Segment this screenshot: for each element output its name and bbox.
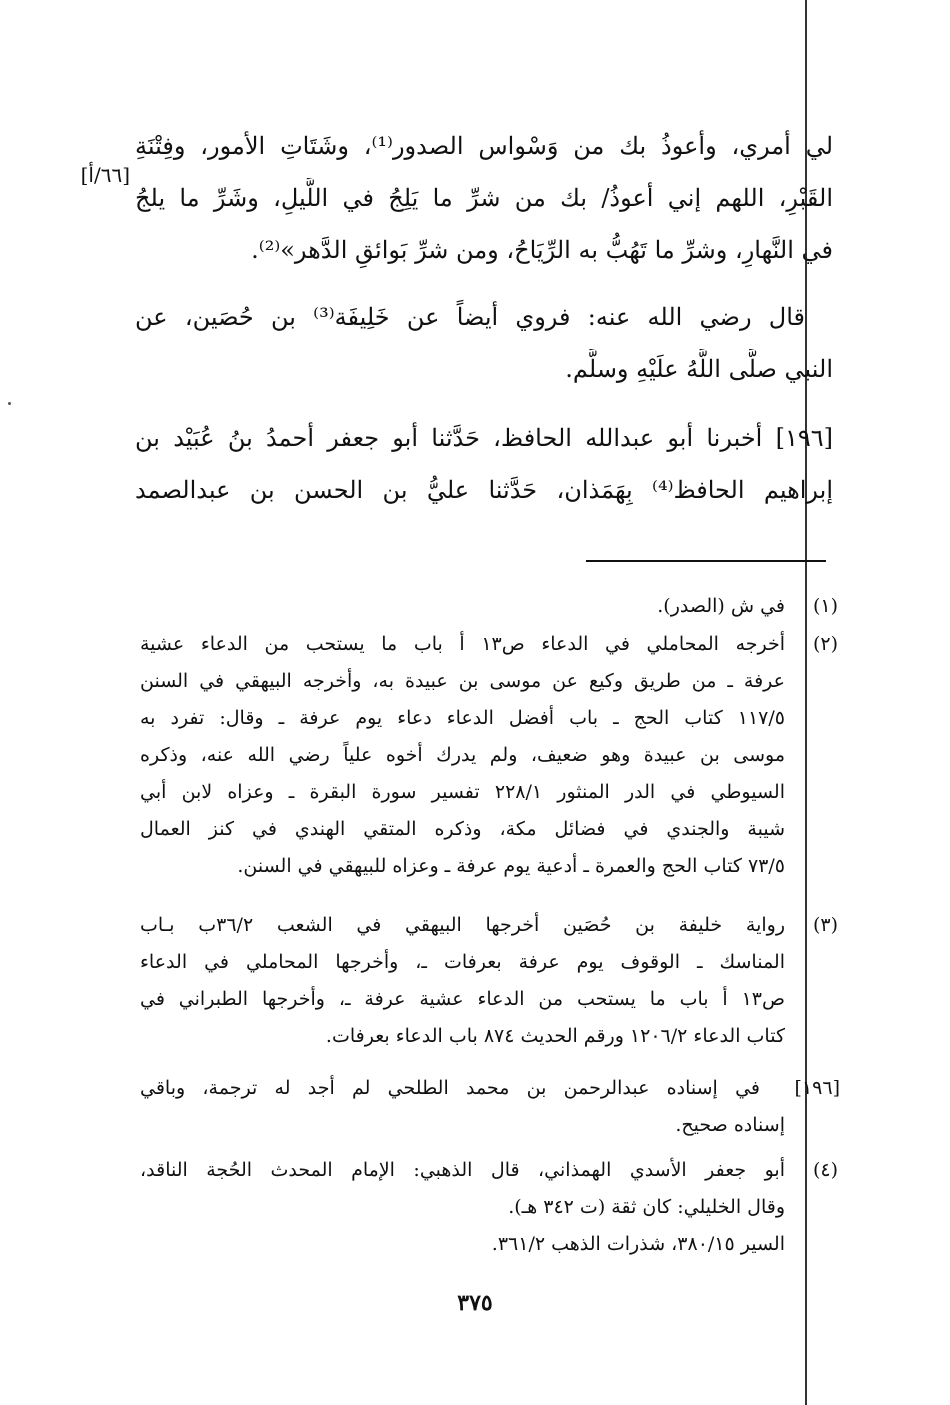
footnote-2-line-3: ١١٧/٥ كتاب الحج ـ باب أفضل الدعاء دعاء يوم عرفة ـ وقال: تفرد به	[140, 707, 785, 729]
footnote-3-line-3: ص١٣ أ باب ما يستحب من الدعاء عشية عرفة ـ، وأخرجها الطبراني في	[140, 988, 785, 1010]
footnote-number-4: (٤)	[812, 1159, 838, 1181]
footnote-3-line-1: رواية خليفة بن حُصَين أخرجها البيهقي في الشعب ٣٦/٢ب بـاب	[140, 914, 785, 936]
footnote-number-2: (٢)	[812, 633, 838, 655]
footnote-4-line-3: السير ٣٨٠/١٥، شذرات الذهب ٣٦١/٢.	[491, 1233, 785, 1255]
main-line-1: لي أمري، وأعوذُ بك من وَسْواس الصدور⁽¹⁾، وشَتَاتِ الأمور، وفِتْنَةِ	[135, 132, 833, 160]
footnote-number-3: (٣)	[812, 914, 838, 936]
main-line-3: في النَّهارِ، وشرِّ ما تَهُبُّ به الرِّيَاحُ، ومن شرِّ بَوائقِ الدَّهر»⁽²⁾.	[251, 236, 833, 264]
page-number: ٣٧٥	[457, 1290, 493, 1316]
para2-line-1: قال رضي الله عنه: فروي أيضاً عن خَلِيفَة⁽³⁾ بن حُصَين، عن	[135, 303, 805, 331]
footnote-4-line-2: وقال الخليلي: كان ثقة (ت ٣٤٢ هـ).	[508, 1196, 785, 1218]
footnote-196-line-1: في إسناده عبدالرحمن بن محمد الطلحي لم أجد له ترجمة، وباقي	[140, 1077, 760, 1099]
para3-line-1: [١٩٦] أخبرنا أبو عبدالله الحافظ، حَدَّثنا أبو جعفر أحمدُ بنُ عُبَيْد بن	[135, 424, 833, 452]
scan-mark	[8, 402, 11, 405]
footnote-2-line-5: السيوطي في الدر المنثور ٢٢٨/١ تفسير سورة البقرة ـ وعزاه لابن أبي	[140, 781, 785, 803]
footnote-2-line-2: عرفة ـ من طريق وكيع عن موسى بن عبيدة به، وأخرجه البيهقي في السنن	[140, 670, 785, 692]
footnote-4-line-1: أبو جعفر الأسدي الهمذاني، قال الذهبي: الإمام المحدث الحُجة الناقد،	[140, 1159, 785, 1181]
footnote-3-line-2: المناسك ـ الوقوف يوم عرفة بعرفات ـ، وأخرجها المحاملي في الدعاء	[140, 951, 785, 973]
para3-line-2: إبراهيم الحافظ⁽⁴⁾ بِهَمَذان، حَدَّثنا عليُّ بن الحسن بن عبدالصمد	[135, 476, 833, 504]
footnote-2-line-6: شيبة والجندي في فضائل مكة، وذكره المتقي الهندي في كنز العمال	[140, 818, 785, 840]
footnote-196-line-2: إسناده صحيح.	[675, 1114, 785, 1136]
footnote-number-1: (١)	[812, 595, 838, 617]
para2-line-2: النبي صلَّى اللَّهُ علَيْهِ وسلَّم.	[565, 355, 833, 383]
manuscript-folio-note: [٦٦/أ]	[80, 163, 130, 187]
footnote-3-line-4: كتاب الدعاء ١٢٠٦/٢ ورقم الحديث ٨٧٤ باب الدعاء بعرفات.	[325, 1025, 785, 1047]
footnote-2-line-1: أخرجه المحاملي في الدعاء ص١٣ أ باب ما يستحب من الدعاء عشية	[140, 633, 785, 655]
footnote-1-line-1: في ش (الصدر).	[657, 595, 785, 617]
footnote-2-line-7: ٧٣/٥ كتاب الحج والعمرة ـ أدعية يوم عرفة ـ وعزاه للبيهقي في السنن.	[237, 855, 785, 877]
footnote-separator	[586, 560, 826, 562]
main-line-2: القَبْرِ، اللهم إني أعوذُ/ بك من شرِّ ما يَلِجُ في اللَّيلِ، وشَرِّ ما يلجُ	[135, 184, 833, 212]
footnote-number-196: [١٩٦]	[794, 1077, 840, 1099]
footnote-2-line-4: موسى بن عبيدة وهو ضعيف، ولم يدرك أخوه علياً رضي الله عنه، وذكره	[140, 744, 785, 766]
